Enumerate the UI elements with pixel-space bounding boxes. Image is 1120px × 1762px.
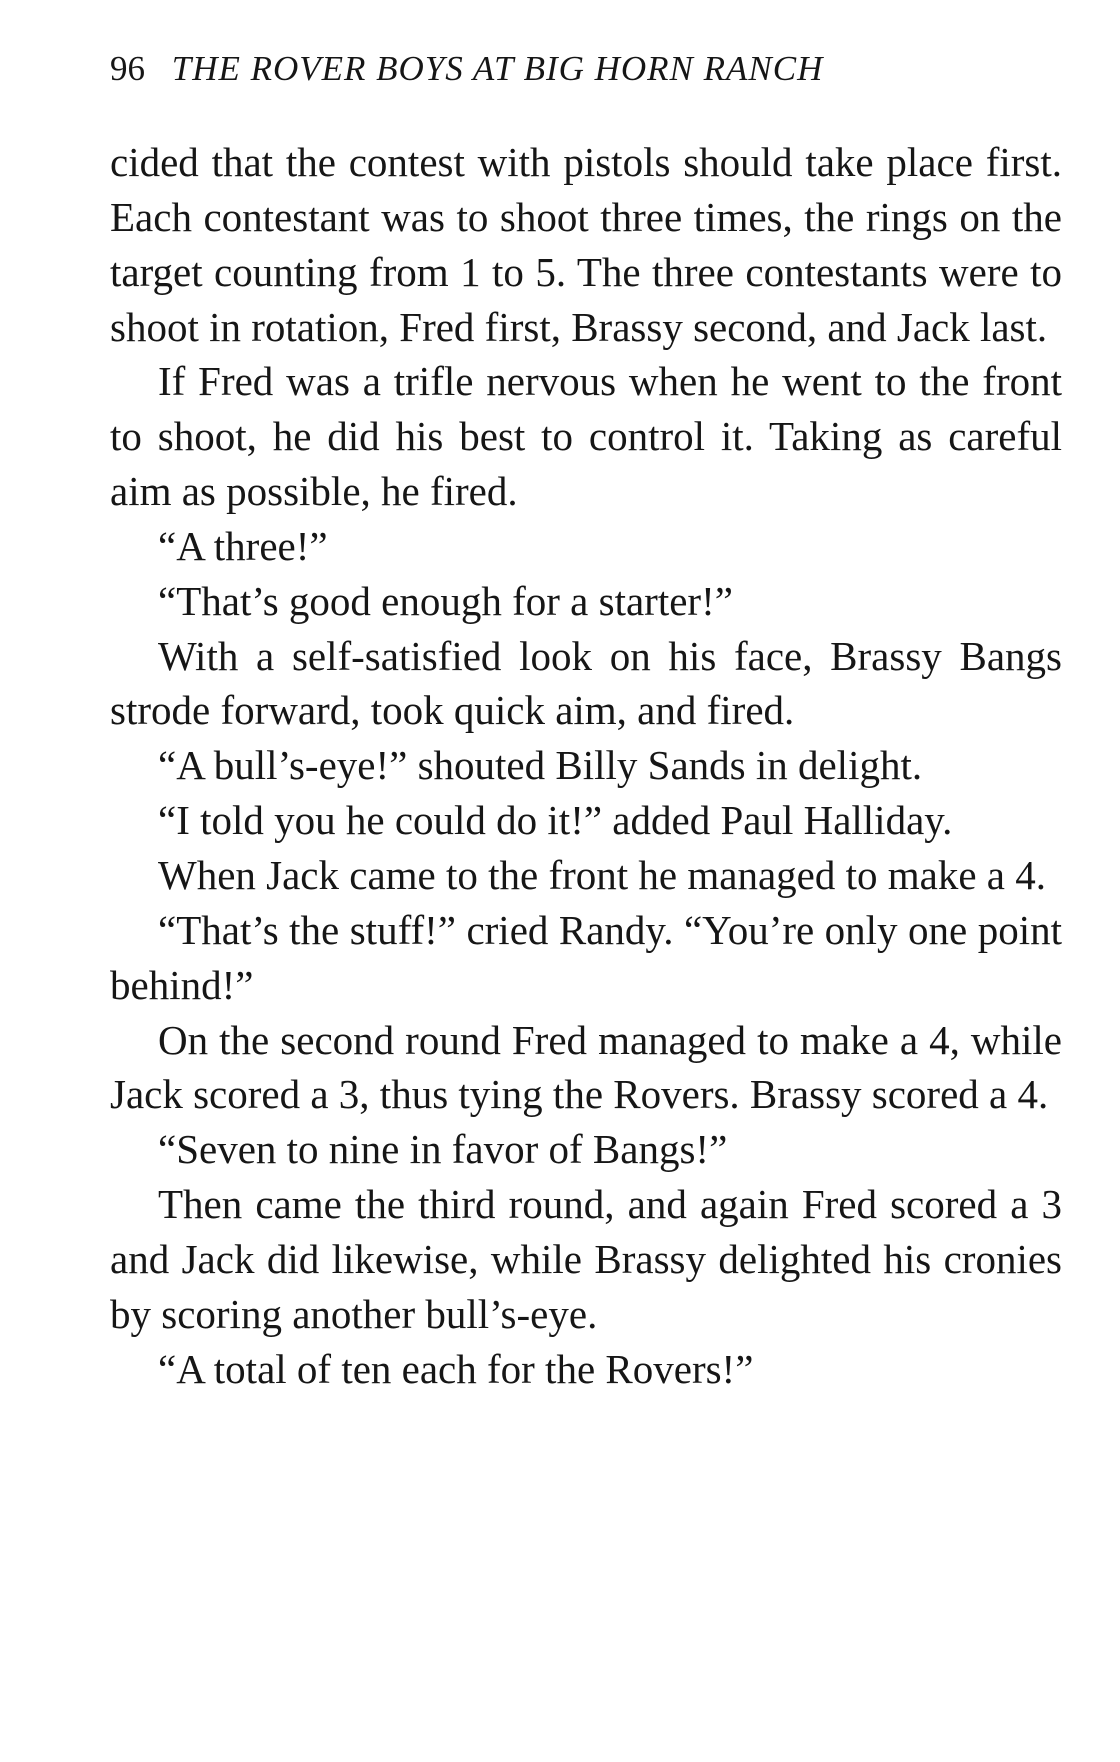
dialogue-line: “Seven to nine in favor of Bangs!” <box>158 1126 728 1173</box>
dialogue-line: “That’s good enough for a starter!” <box>158 577 733 624</box>
running-head <box>110 44 1010 94</box>
paragraph: If Fred was a trifle nervous when he went to the front to shoot, he did his best to control it. Taking as careful aim as possible, he fired. <box>110 358 1062 515</box>
paragraph: With a self-satisfied look on his face, Brassy Bangs strode forward, took quick aim, and fired. <box>110 632 1062 734</box>
dialogue-line: “A three!” <box>158 522 328 569</box>
dialogue-line: “A bull’s-eye!” shouted Billy Sands in delight. <box>158 742 923 789</box>
book-title: THE ROVER BOYS AT BIG HORN RANCH <box>171 49 824 88</box>
dialogue-line: “I told you he could do it!” added Paul Halliday. <box>158 797 953 844</box>
paragraph: On the second round Fred managed to make a 4, while Jack scored a 3, thus tying the Rovers. Brassy scored a 4. <box>110 1016 1062 1118</box>
paragraph: Then came the third round, and again Fred scored a 3 and Jack did likewise, while Brassy delighted his cronies by scoring another bull’s-eye. <box>110 1181 1062 1337</box>
paragraph-continued: cided that the contest with pistols should take place first. Each contestant was to shoot three times, the rings on the target counting from 1 to 5. The three contestants were to shoot in rotation, Fred first, Brassy second, and Jack last. <box>110 139 1062 350</box>
body-text <box>110 135 1062 1396</box>
dialogue-line: “That’s the stuff!” cried Randy. “You’re only one point behind!” <box>110 906 1062 1008</box>
page-number: 96 <box>110 49 145 88</box>
paragraph: When Jack came to the front he managed to make a 4. <box>158 851 1046 898</box>
dialogue-line: “A total of ten each for the Rovers!” <box>158 1345 754 1392</box>
